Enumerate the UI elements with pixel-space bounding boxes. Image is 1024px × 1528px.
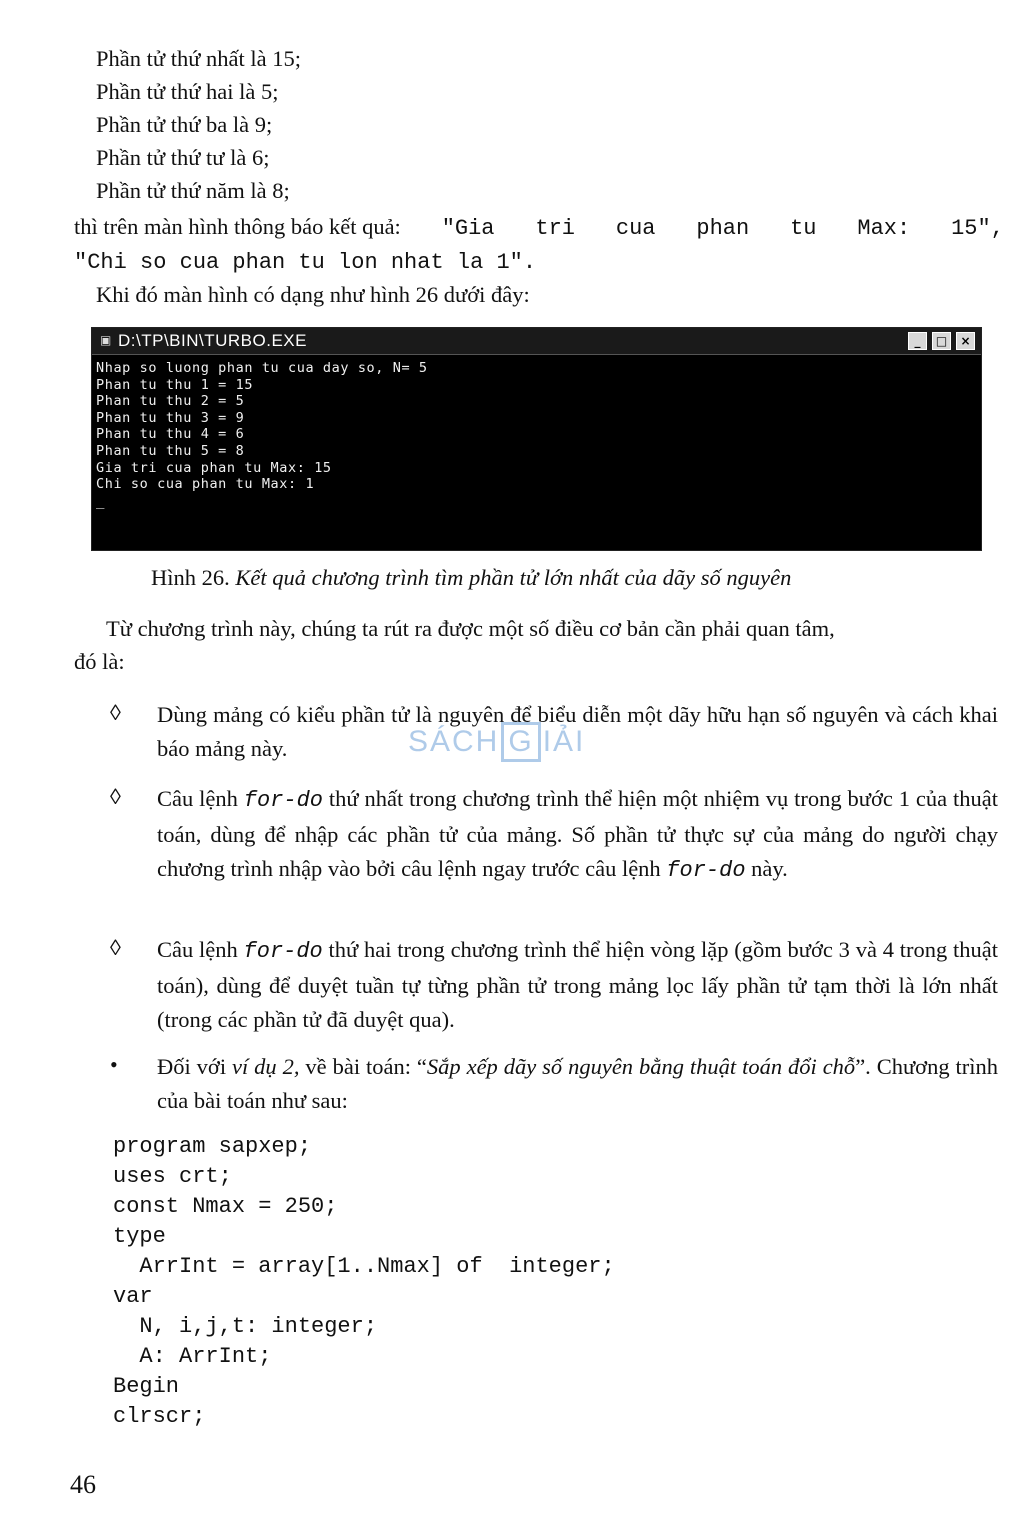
intro-list-item-1: Phần tử thứ nhất là 15; — [96, 46, 301, 71]
maximize-icon[interactable]: □ — [932, 332, 951, 350]
console-titlebar[interactable] — [92, 328, 981, 355]
diamond-bullet-icon: ◊ — [110, 784, 121, 809]
code-block — [113, 1132, 615, 1432]
console-line: Chi so cua phan tu Max: 1 — [96, 476, 315, 493]
caption-text: Kết quả chương trình tìm phần tử lớn nhất của dãy số nguyên — [235, 565, 792, 590]
intro-list-item-4: Phần tử thứ tư là 6; — [96, 145, 270, 170]
bullet-item-1: Dùng mảng có kiểu phần tử là nguyên để biểu diễn một dãy hữu hạn số nguyên và cách khai báo mảng này. — [157, 702, 998, 761]
code-line: type — [113, 1224, 166, 1249]
console-line: Phan tu thu 1 = 15 — [96, 376, 254, 393]
inline-code: for-do — [666, 858, 746, 883]
result-sentence — [74, 214, 1004, 241]
watermark-right: IẢI — [542, 725, 586, 758]
console-line: Nhap so luong phan tu cua day so, N= 5 — [96, 360, 428, 376]
result-word: 15", — [951, 216, 1004, 241]
code-line: program sapxep; — [113, 1134, 312, 1159]
code-line: ArrInt = array[1..Nmax] of integer; — [113, 1254, 615, 1279]
page-number: 46 — [70, 1470, 96, 1499]
figure-caption — [151, 565, 791, 591]
intro-list-item-2: Phần tử thứ hai là 5; — [96, 79, 279, 104]
console-line: Phan tu thu 2 = 5 — [96, 393, 245, 410]
console-line: Phan tu thu 5 = 8 — [96, 442, 245, 459]
watermark-box: G — [501, 722, 540, 762]
console-window — [91, 327, 982, 551]
bullet-item-4: Đối với ví dụ 2, về bài toán: “Sắp xếp dãy số nguyên bằng thuật toán đổi chỗ”. Chương trình của bài toán như sau: — [157, 1054, 998, 1113]
code-line: var — [113, 1284, 153, 1309]
result-line-2: "Chi so cua phan tu lon nhat la 1". — [74, 250, 537, 275]
screen-intro: Khi đó màn hình có dạng như hình 26 dưới đây: — [96, 282, 530, 307]
close-icon[interactable]: × — [956, 332, 975, 350]
code-line: N, i,j,t: integer; — [113, 1314, 378, 1339]
caption-label: Hình 26. — [151, 565, 230, 590]
minimize-icon[interactable]: _ — [908, 332, 927, 350]
console-line: Phan tu thu 4 = 6 — [96, 426, 245, 443]
result-lead: thì trên màn hình thông báo kết quả: — [74, 214, 401, 239]
paragraph-line-1: Từ chương trình này, chúng ta rút ra được một số điều cơ bản cần phải quan tâm, — [106, 616, 835, 641]
code-line: uses crt; — [113, 1164, 232, 1189]
bullet-item-2: Câu lệnh for-do thứ nhất trong chương trình thể hiện một nhiệm vụ trong bước 1 của thuật toán, dùng để nhập các phần tử của mảng. Số phần tử thực sự của mảng do người chạy chương trình nhập vào bởi câu lệnh ngay trước câu lệnh for-do này. — [157, 786, 999, 883]
console-app-icon: ▣ — [100, 333, 112, 347]
code-line: clrscr; — [113, 1404, 206, 1429]
console-output — [92, 355, 981, 514]
inline-code: for-do — [243, 939, 323, 964]
intro-list-item-5: Phần tử thứ năm là 8; — [96, 178, 290, 203]
console-line: Phan tu thu 3 = 9 — [96, 409, 245, 426]
dot-bullet-icon: • — [110, 1052, 118, 1077]
result-word: phan — [696, 216, 750, 241]
code-line: A: ArrInt; — [113, 1344, 272, 1369]
diamond-bullet-icon: ◊ — [110, 935, 121, 960]
watermark-left: SÁCH — [408, 725, 500, 758]
result-word: tu — [790, 216, 817, 241]
result-word: "Gia — [441, 216, 495, 241]
code-line: Begin — [113, 1374, 180, 1399]
console-line: Gia tri cua phan tu Max: 15 — [96, 459, 332, 476]
console-cursor: _ — [96, 492, 105, 509]
result-word: cua — [615, 216, 656, 241]
console-title: D:\TP\BIN\TURBO.EXE — [118, 331, 307, 350]
bullet-item-3: Câu lệnh for-do thứ hai trong chương trình thể hiện vòng lặp (gồm bước 3 và 4 trong thuật toán), dùng để duyệt tuần tự từng phần tử trong mảng lọc lấy phần tử tạm thời là lớn nhất (trong các phần tử đã duyệt qua). — [157, 937, 998, 1032]
result-word: tri — [535, 216, 576, 241]
inline-code: for-do — [243, 788, 324, 813]
diamond-bullet-icon: ◊ — [110, 700, 121, 725]
code-line: const Nmax = 250; — [113, 1194, 338, 1219]
intro-list-item-3: Phần tử thứ ba là 9; — [96, 112, 273, 137]
paragraph-line-2: đó là: — [74, 649, 125, 674]
result-word: Max: — [857, 216, 911, 241]
